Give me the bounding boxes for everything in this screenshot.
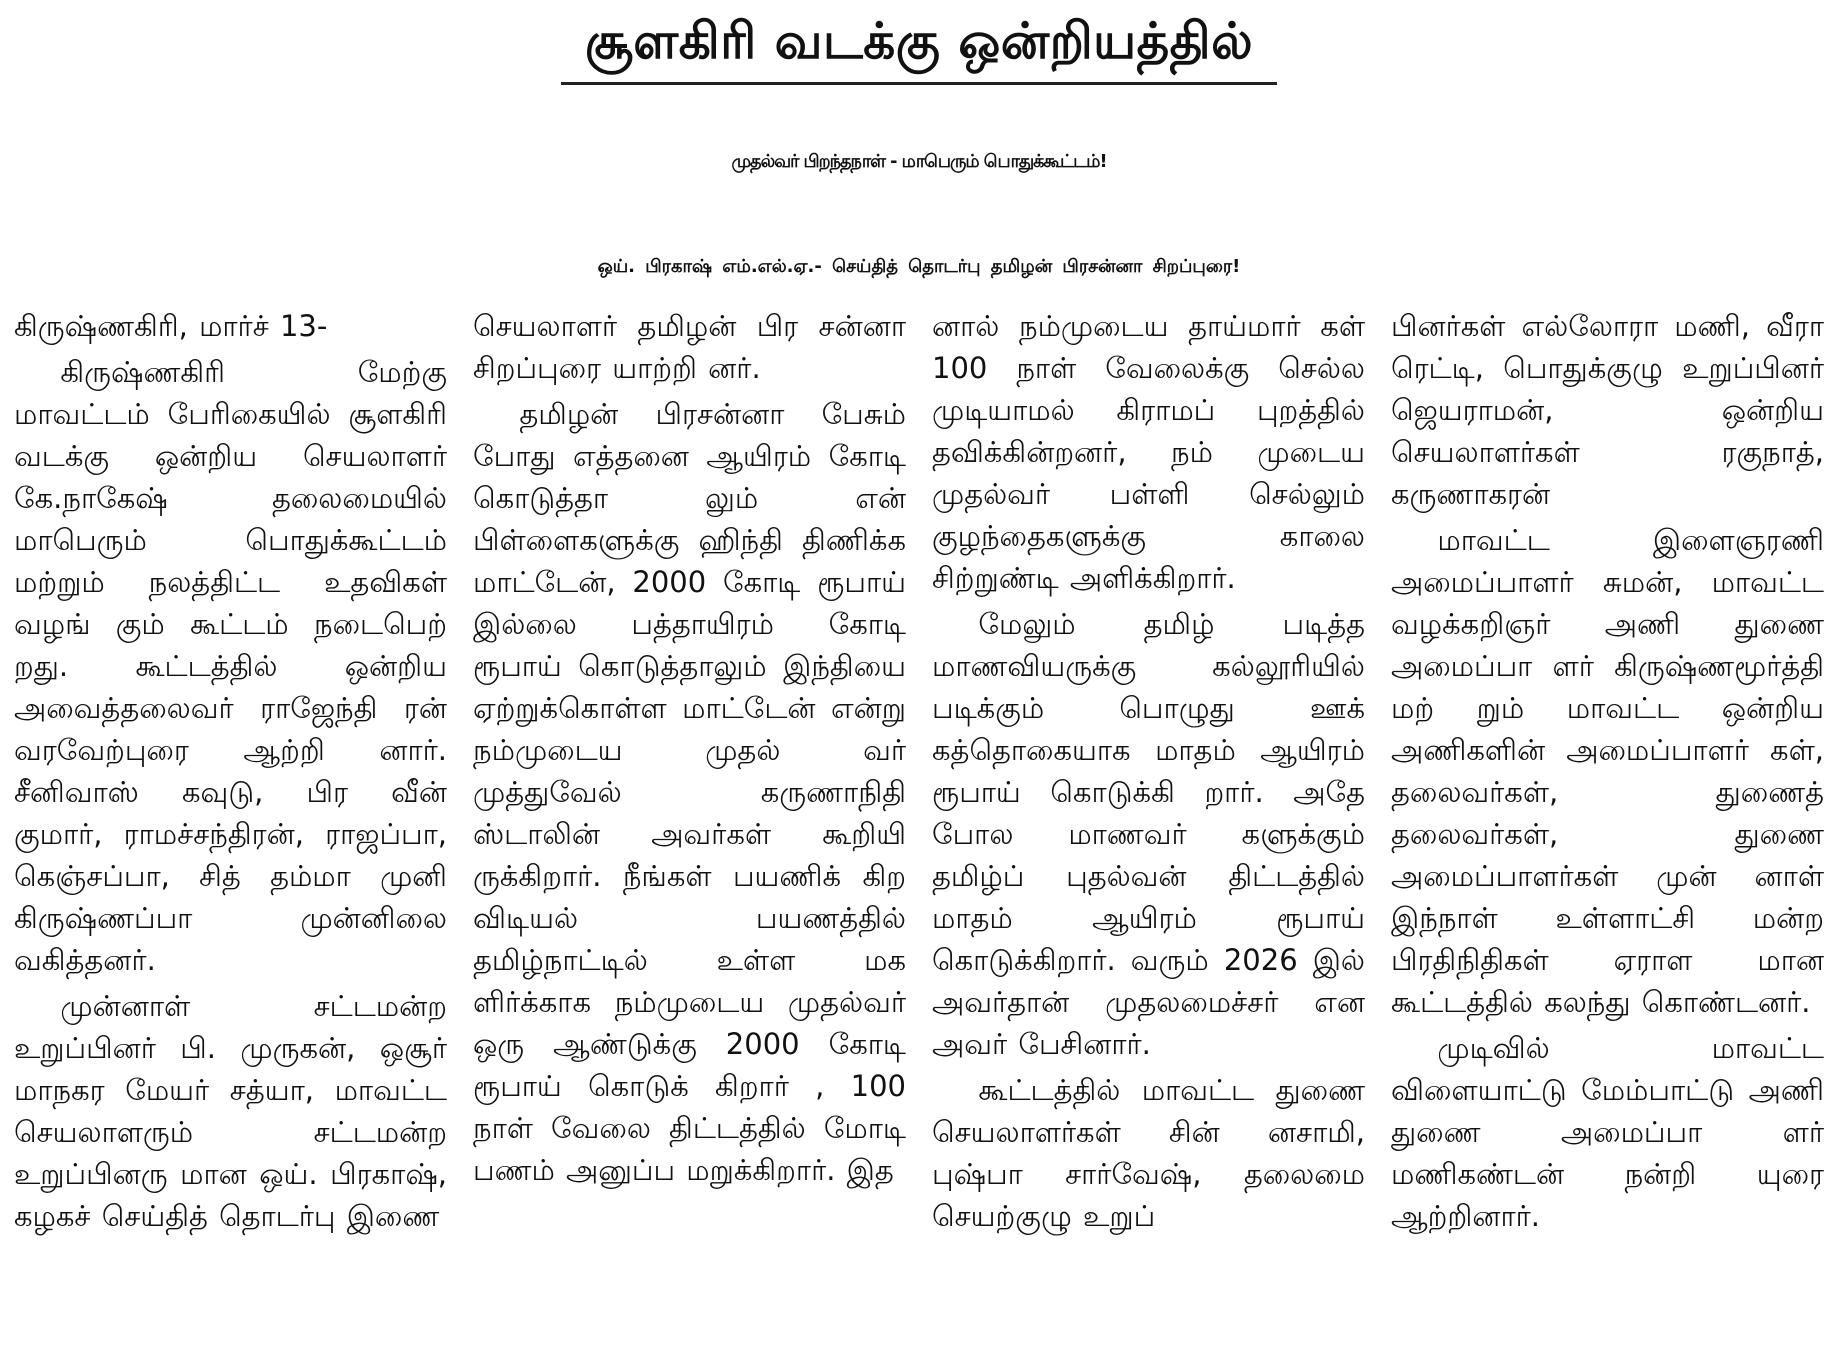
- paragraph: மேலும் தமிழ் படித்த மாணவியருக்கு கல்லூரியில் படிக்கும் பொழுது ஊக் கத்தொகையாக மாதம் ஆயிரம் ரூபாய் கொடுக்கி றார். அதே போல மாணவர் களுக்கும் தமிழ்ப் புதல்வன் திட்டத்தில் மாதம் ஆயிரம் ரூபாய் கொடுக்கிறார். வரும் 2026 இல் அவர்தான் முதலமைச்சர் என அவர் பேசினார்.: [932, 607, 1365, 1061]
- article-column-2: [473, 305, 906, 1310]
- kicker-headline: சூளகிரி வடக்கு ஒன்றியத்தில்: [561, 6, 1277, 85]
- article-column-4: [1391, 305, 1824, 1310]
- article-body: [14, 305, 1824, 1310]
- paragraph: கிருஷ்ணகிரி மேற்கு மாவட்டம் பேரிகையில் சூளகிரி வடக்கு ஒன்றிய செயலாளர் கே.நாகேஷ் தலைமையில் மாபெரும் பொதுக்கூட்டம் மற்றும் நலத்திட்ட உதவிகள் வழங் கும் கூட்டம் நடைபெற் றது. கூட்டத்தில் ஒன்றிய அவைத்தலைவர் ராஜேந்தி ரன் வரவேற்புரை ஆற்றி னார். சீனிவாஸ் கவுடு, பிர வீன் குமார், ராமச்சந்திரன், ராஜப்பா, கெஞ்சப்பா, சித் தம்மா முனி கிருஷ்ணப்பா முன்னிலை வகித்தனர்.: [14, 355, 447, 977]
- paragraph: பினர்கள் எல்லோரா மணி, வீரா ரெட்டி, பொதுக்குழு உறுப்பினர் ஜெயராமன், ஒன்றிய செயலாளர்கள் ரகுநாத், கருணாகரன்: [1391, 309, 1824, 511]
- paragraph: முடிவில் மாவட்ட விளையாட்டு மேம்பாட்டு அணி துணை அமைப்பா ளர் மணிகண்டன் நன்றி யுரை ஆற்றினார்.: [1391, 1031, 1824, 1233]
- sub-headline: ஒய். பிரகாஷ் எம்.எல்.ஏ.- செய்தித் தொடர்பு தமிழன் பிரசன்னா சிறப்புரை!: [597, 256, 1241, 277]
- kicker-container: [14, 0, 1824, 85]
- article-column-1: [14, 305, 447, 1310]
- paragraph: செயலாளர் தமிழன் பிர சன்னா சிறப்புரை யாற்றி னர்.: [473, 309, 906, 385]
- paragraph: மாவட்ட இளைஞரணி அமைப்பாளர் சுமன், மாவட்ட வழக்கறிஞர் அணி துணை அமைப்பா ளர் கிருஷ்ணமூர்த்தி மற் றும் மாவட்ட ஒன்றிய அணிகளின் அமைப்பாளர் கள், தலைவர்கள், துணைத் தலைவர்கள், துணை அமைப்பாளர்கள் முன் னாள் இந்நாள் உள்ளாட்சி மன்ற பிரதிநிதிகள் ஏராள மான கூட்டத்தில் கலந்து கொண்டனர்.: [1391, 523, 1824, 1019]
- paragraph: முன்னாள் சட்டமன்ற உறுப்பினர் பி. முருகன், ஒசூர் மாநகர மேயர் சத்யா, மாவட்ட செயலாளரும் சட்டமன்ற உறுப்பினரு மான ஒய். பிரகாஷ், கழகச் செய்தித் தொடர்பு இணை: [14, 989, 447, 1233]
- paragraph: கூட்டத்தில் மாவட்ட துணை செயலாளர்கள் சின் னசாமி, புஷ்பா சார்வேஷ், தலைமை செயற்குழு உறுப்: [932, 1073, 1365, 1233]
- dateline: கிருஷ்ணகிரி, மார்ச் 13-: [14, 309, 328, 343]
- article-column-3: [932, 305, 1365, 1310]
- paragraph: னால் நம்முடைய தாய்மார் கள் 100 நாள் வேலைக்கு செல்ல முடியாமல் கிராமப் புறத்தில் தவிக்கின்றனர், நம் முடைய முதல்வர் பள்ளி செல்லும் குழந்தைகளுக்கு காலை சிற்றுண்டி அளிக்கிறார்.: [932, 309, 1365, 595]
- main-headline: முதல்வர் பிறந்தநாள் - மாபெரும் பொதுக்கூட்டம்!: [731, 151, 1107, 172]
- paragraph: தமிழன் பிரசன்னா பேசும் போது எத்தனை ஆயிரம் கோடி கொடுத்தா லும் என் பிள்ளைகளுக்கு ஹிந்தி திணிக்க மாட்டேன், 2000 கோடி ரூபாய் இல்லை பத்தாயிரம் கோடி ரூபாய் கொடுத்தாலும் இந்தியை ஏற்றுக்கொள்ள மாட்டேன் என்று நம்முடைய முதல் வர் முத்துவேல் கருணாநிதி ஸ்டாலின் அவர்கள் கூறியி ருக்கிறார். நீங்கள் பயணிக் கிற விடியல் பயணத்தில் தமிழ்நாட்டில் உள்ள மக ளிர்க்காக நம்முடைய முதல்வர் ஒரு ஆண்டுக்கு 2000 கோடி ரூபாய் கொடுக் கிறார் , 100 நாள் வேலை திட்டத்தில் மோடி பணம் அனுப்ப மறுக்கிறார். இத: [473, 397, 906, 1187]
